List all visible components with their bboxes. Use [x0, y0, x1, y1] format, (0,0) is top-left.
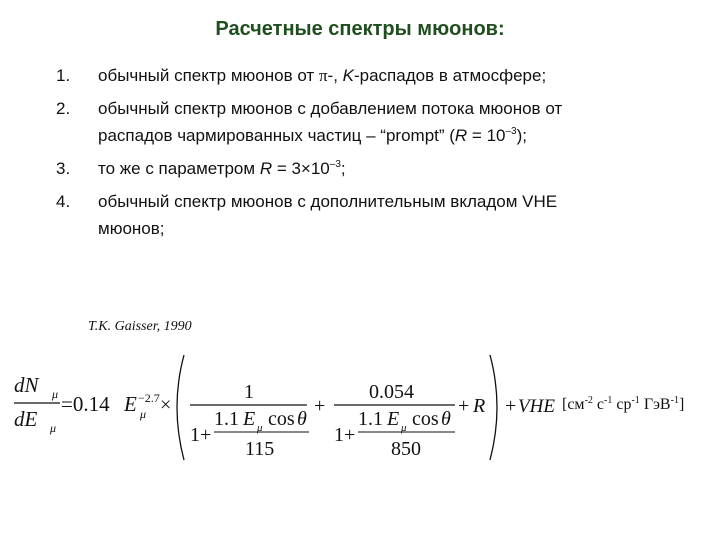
formula-mu-sub: μ: [50, 421, 57, 435]
item-text: обычный спектр мюонов с добавлением потока мюонов от распадов чармированных частиц – “prompt” $(R = 10^{-3})$;: [98, 99, 563, 145]
inner-coef-1: 1.1: [214, 408, 239, 430]
parameter-R: R: [473, 395, 486, 417]
formula-E: E: [124, 392, 137, 416]
one-plus-1: 1+: [190, 424, 212, 446]
inner-coef-2: 1.1: [358, 408, 383, 430]
list-item-3: [56, 155, 696, 182]
item-number: 4.: [56, 192, 71, 211]
inner-theta-2: θ: [441, 408, 451, 430]
slide-title: Расчетные спектры мюонов:: [215, 18, 505, 40]
formula-exponent: −2.7: [138, 391, 160, 405]
spectra-list: [56, 62, 696, 242]
reference-citation: T.K. Gaisser, 1990: [88, 319, 192, 334]
units-label: [$см^{-2}$ $с^{-1}$ $ср^{-1}$ ГэВ$^{-1}$]: [562, 395, 685, 413]
inner-cos-1: cos: [268, 408, 295, 430]
list-item-2: [56, 95, 696, 149]
formula-coefficient: =0.14: [61, 392, 110, 416]
right-paren: [490, 355, 497, 460]
numerator-1: 1: [244, 381, 254, 403]
plus-sign: +: [314, 395, 326, 417]
formula-dN: dN: [14, 373, 39, 397]
plus-sign: +: [505, 395, 517, 417]
item-number: 2.: [56, 99, 71, 118]
numerator-2: 0.054: [369, 381, 414, 403]
item-number: 3.: [56, 159, 71, 178]
formula-mu-sub: μ: [401, 422, 407, 434]
item-number: 1.: [56, 66, 71, 85]
denominator-2: 850: [391, 438, 421, 460]
inner-cos-2: cos: [412, 408, 439, 430]
one-plus-2: 1+: [334, 424, 356, 446]
inner-theta-1: θ: [297, 408, 307, 430]
formula-dE: dE: [14, 407, 38, 431]
plus-sign: +: [458, 395, 470, 417]
formula-mu-sub: μ: [52, 387, 59, 401]
formula-times: ×: [160, 394, 172, 416]
formula-mu-sub: μ: [257, 422, 263, 434]
formula-mu-sub: μ: [140, 407, 147, 421]
denominator-1: 115: [245, 438, 275, 460]
vhe-term: VHE: [518, 396, 555, 417]
list-item-4: [56, 188, 696, 242]
left-paren: [177, 355, 184, 460]
inner-E-1: E: [243, 408, 256, 430]
inner-E-2: E: [387, 408, 400, 430]
item-text: обычный спектр мюонов с дополнительным вкладом VHE мюонов;: [98, 192, 558, 238]
item-text: обычный спектр мюонов от π-, K-распадов в атмосфере;: [98, 66, 547, 85]
item-text: то же с параметром $R = 3\times 10^{-3}$;: [98, 159, 346, 178]
list-item-1: [56, 62, 696, 89]
